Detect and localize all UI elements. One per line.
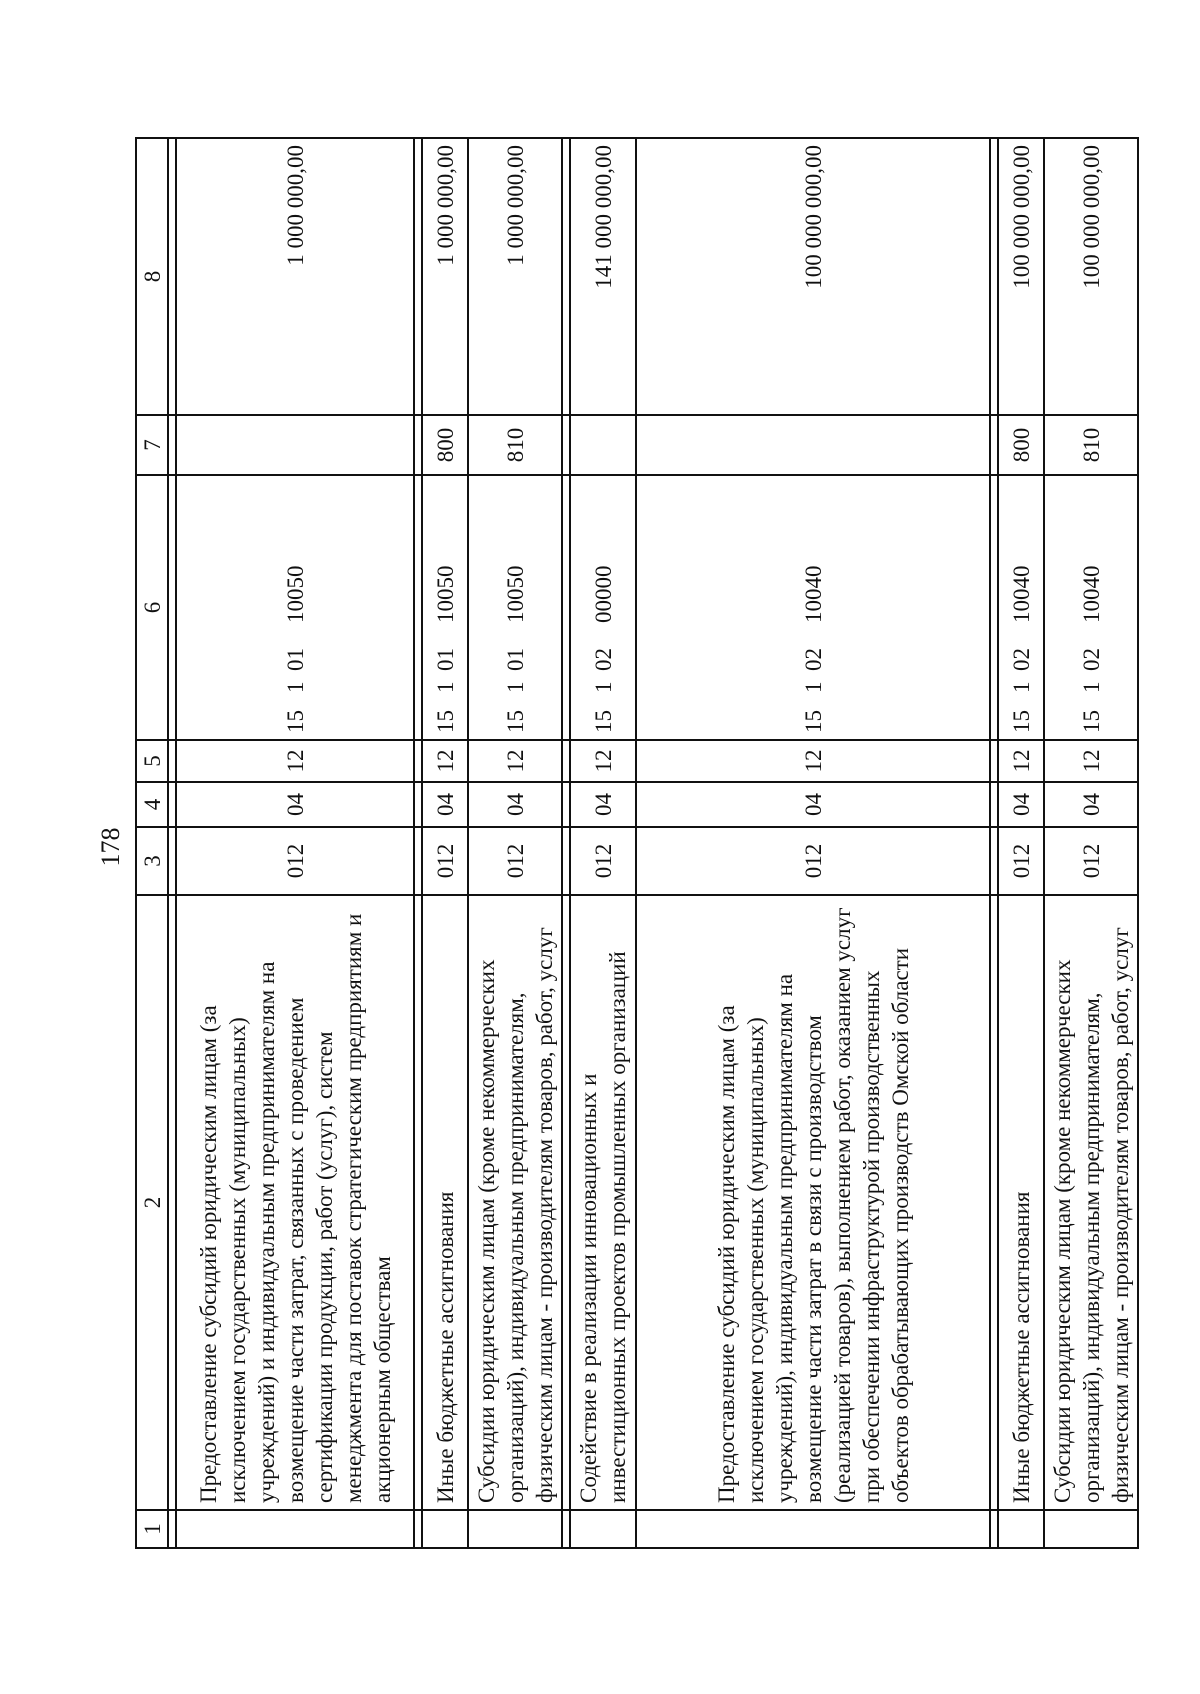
row-code-7: 800	[422, 415, 468, 475]
table-row	[570, 138, 636, 1548]
row-description: Предоставление субсидий юридическим лицам (за исключением государственных (муниципальных) учреждений), индивидуальным предпринимателям на возмещение части затрат в связи с производством (реализацией товаров), выполнением работ, оказанием услуг при обеспечении инфраструктурой производственных объектов обрабатывающих производств Омской области	[636, 895, 990, 1510]
row-code-6: 1510200000	[570, 475, 636, 740]
table-row	[1044, 138, 1138, 1548]
budget-table	[135, 137, 1139, 1549]
header-cell: 4	[136, 782, 168, 827]
row-index	[1044, 1510, 1138, 1548]
table-row	[998, 138, 1044, 1548]
row-code-7	[570, 415, 636, 475]
spacer-row	[562, 138, 570, 1548]
row-code-5: 12	[468, 740, 562, 782]
row-index	[636, 1510, 990, 1548]
row-code-5: 12	[1044, 740, 1138, 782]
header-cell: 1	[136, 1510, 168, 1548]
row-code-5: 12	[422, 740, 468, 782]
row-code-6: 1510110050	[422, 475, 468, 740]
table-row	[422, 138, 468, 1548]
row-code-6: 1510210040	[1044, 475, 1138, 740]
row-description: Иные бюджетные ассигнования	[422, 895, 468, 1510]
row-description: Предоставление субсидий юридическим лицам (за исключением государственных (муниципальных) учреждений) и индивидуальным предпринимателям на возмещение части затрат, связанных с проведением сертификации продукции, работ (услуг), систем менеджмента для поставок стратегическим предприятиям и акционерным обществам	[176, 895, 414, 1510]
header-cell: 5	[136, 740, 168, 782]
row-code-3: 012	[998, 827, 1044, 895]
header-cell: 7	[136, 415, 168, 475]
row-amount: 100 000 000,00	[1044, 138, 1138, 415]
row-index	[176, 1510, 414, 1548]
header-cell: 3	[136, 827, 168, 895]
row-code-3: 012	[570, 827, 636, 895]
row-amount: 1 000 000,00	[176, 138, 414, 415]
header-cell: 2	[136, 895, 168, 1510]
header-cell: 6	[136, 475, 168, 740]
row-code-6: 1510110050	[176, 475, 414, 740]
row-code-6: 1510210040	[636, 475, 990, 740]
row-description: Содействие в реализации инновационных и инвестиционных проектов промышленных организаций	[570, 895, 636, 1510]
row-code-7: 810	[468, 415, 562, 475]
row-description: Иные бюджетные ассигнования	[998, 895, 1044, 1510]
spacer-row	[168, 138, 176, 1548]
row-code-7	[636, 415, 990, 475]
row-code-3: 012	[636, 827, 990, 895]
row-amount: 100 000 000,00	[636, 138, 990, 415]
row-code-6: 1510210040	[998, 475, 1044, 740]
row-code-3: 012	[468, 827, 562, 895]
table-row	[176, 138, 414, 1548]
page-number: 178	[96, 827, 125, 867]
row-code-4: 04	[1044, 782, 1138, 827]
row-amount: 141 000 000,00	[570, 138, 636, 415]
spacer-row	[990, 138, 998, 1548]
row-amount: 1 000 000,00	[468, 138, 562, 415]
row-code-4: 04	[570, 782, 636, 827]
row-description: Субсидии юридическим лицам (кроме некоммерческих организаций), индивидуальным предпринимателям, физическим лицам - производителям товаров, работ, услуг	[468, 895, 562, 1510]
row-code-5: 12	[998, 740, 1044, 782]
spacer-row	[414, 138, 422, 1548]
row-code-4: 04	[998, 782, 1044, 827]
row-index	[422, 1510, 468, 1548]
table-row	[636, 138, 990, 1548]
row-amount: 100 000 000,00	[998, 138, 1044, 415]
row-index	[468, 1510, 562, 1548]
header-cell: 8	[136, 138, 168, 415]
row-code-7: 800	[998, 415, 1044, 475]
row-index	[998, 1510, 1044, 1548]
row-code-4: 04	[636, 782, 990, 827]
row-code-3: 012	[1044, 827, 1138, 895]
table-row	[468, 138, 562, 1548]
row-code-7	[176, 415, 414, 475]
row-code-6: 1510110050	[468, 475, 562, 740]
row-code-4: 04	[468, 782, 562, 827]
row-code-5: 12	[570, 740, 636, 782]
row-code-3: 012	[176, 827, 414, 895]
row-code-4: 04	[176, 782, 414, 827]
row-code-4: 04	[422, 782, 468, 827]
row-code-7: 810	[1044, 415, 1138, 475]
row-index	[570, 1510, 636, 1548]
row-code-3: 012	[422, 827, 468, 895]
row-description: Субсидии юридическим лицам (кроме некоммерческих организаций), индивидуальным предпринимателям, физическим лицам - производителям товаров, работ, услуг	[1044, 895, 1138, 1510]
row-code-5: 12	[176, 740, 414, 782]
row-amount: 1 000 000,00	[422, 138, 468, 415]
table-header-row	[136, 138, 168, 1548]
row-code-5: 12	[636, 740, 990, 782]
